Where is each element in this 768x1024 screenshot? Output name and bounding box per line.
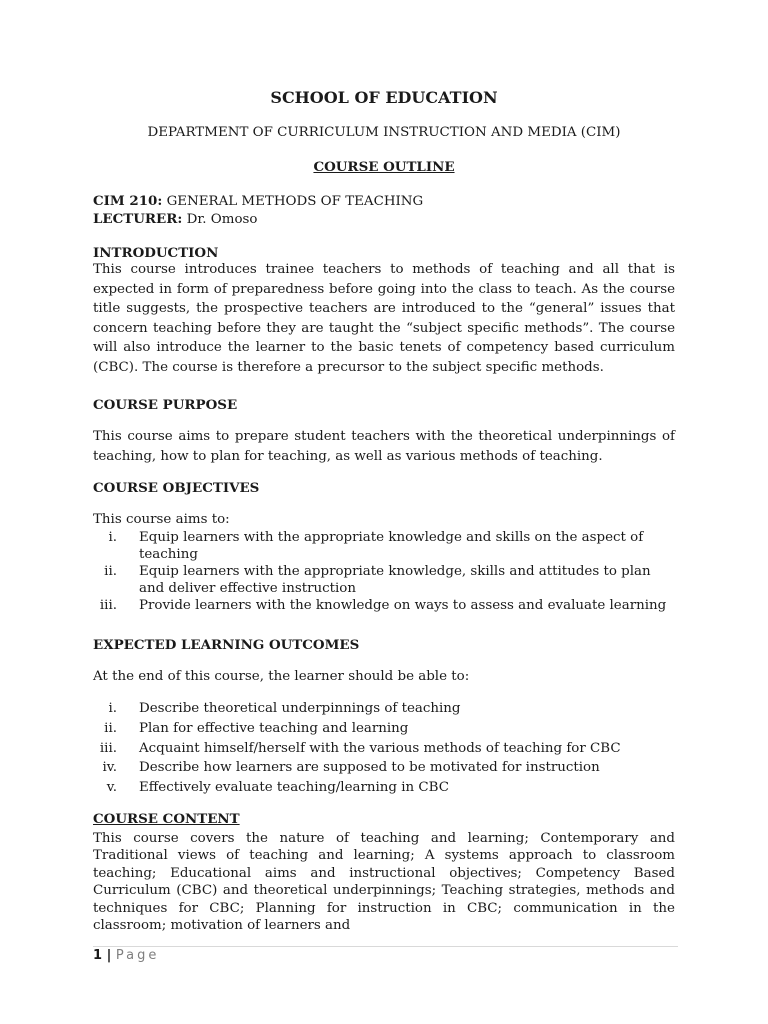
list-item: i. Describe theoretical underpinnings of teaching [108,701,461,716]
list-item: ii. Plan for effective teaching and learning [104,720,409,736]
objectives-list [93,529,675,614]
course-code-line [93,193,675,209]
page-number: 1 [93,948,103,963]
content-heading: COURSE CONTENT [93,811,240,827]
school-title: SCHOOL OF EDUCATION [270,88,498,107]
page-label: Page [115,948,160,963]
lecturer-label: LECTURER: [93,211,183,227]
footer-divider [93,946,678,947]
list-item: i. Equip learners with the appropriate knowledge and skills on the aspect of teaching [108,530,644,562]
outcomes-heading: EXPECTED LEARNING OUTCOMES [93,637,360,653]
list-item: ii. Equip learners with the appropriate knowledge, skills and attitudes to plan and deliver effective instruction [104,564,651,596]
list-item: iv. Describe how learners are supposed to be motivated for instruction [102,760,600,776]
introduction-text: This course introduces trainee teachers to methods of teaching and all that is expected in form of preparedness before going into the class to teach. As the course title suggests, the prospective teachers are introduced to the “general” issues that concern teaching before they are taught the “subject specific methods”. The course will also introduce the learner to the basic tenets of competency based curriculum (CBC). The course is therefore a precursor to the subject specific methods. [93,262,675,375]
course-name: GENERAL METHODS OF TEACHING [162,194,424,209]
outcomes-intro: At the end of this course, the learner should be able to: [93,669,470,684]
department-title: DEPARTMENT OF CURRICULUM INSTRUCTION AND MEDIA (CIM) [147,125,621,140]
objectives-heading: COURSE OBJECTIVES [93,480,260,496]
purpose-heading: COURSE PURPOSE [93,397,238,413]
content-text: This course covers the nature of teaching and learning; Contemporary and Traditional views of teaching and learning; A systems approach to classroom teaching; Educational aims and instructional objectives; Competency Based Curriculum (CBC) and theoretical underpinnings; Teaching strategies, methods and techniques for CBC; Planning for instruction in CBC; communication in the classroom; motivation of learners and [93,831,675,934]
outcomes-list [93,699,675,798]
footer-separator: | [102,948,116,963]
lecturer-name: Dr. Omoso [182,212,258,227]
page-footer [93,948,159,963]
introduction-heading: INTRODUCTION [93,245,219,261]
list-item: iii. Provide learners with the knowledge on ways to assess and evaluate learning [99,598,667,613]
purpose-text: This course aims to prepare student teachers with the theoretical underpinnings of teaching, how to plan for teaching, as well as various methods of teaching. [93,429,675,464]
lecturer-line [93,211,675,227]
objectives-intro: This course aims to: [93,512,230,527]
list-item: iii. Acquaint himself/herself with the various methods of teaching for CBC [99,740,621,756]
outline-title: COURSE OUTLINE [313,159,455,175]
course-code-label: CIM 210: [93,193,163,209]
list-item: v. Effectively evaluate teaching/learning in CBC [106,780,449,796]
